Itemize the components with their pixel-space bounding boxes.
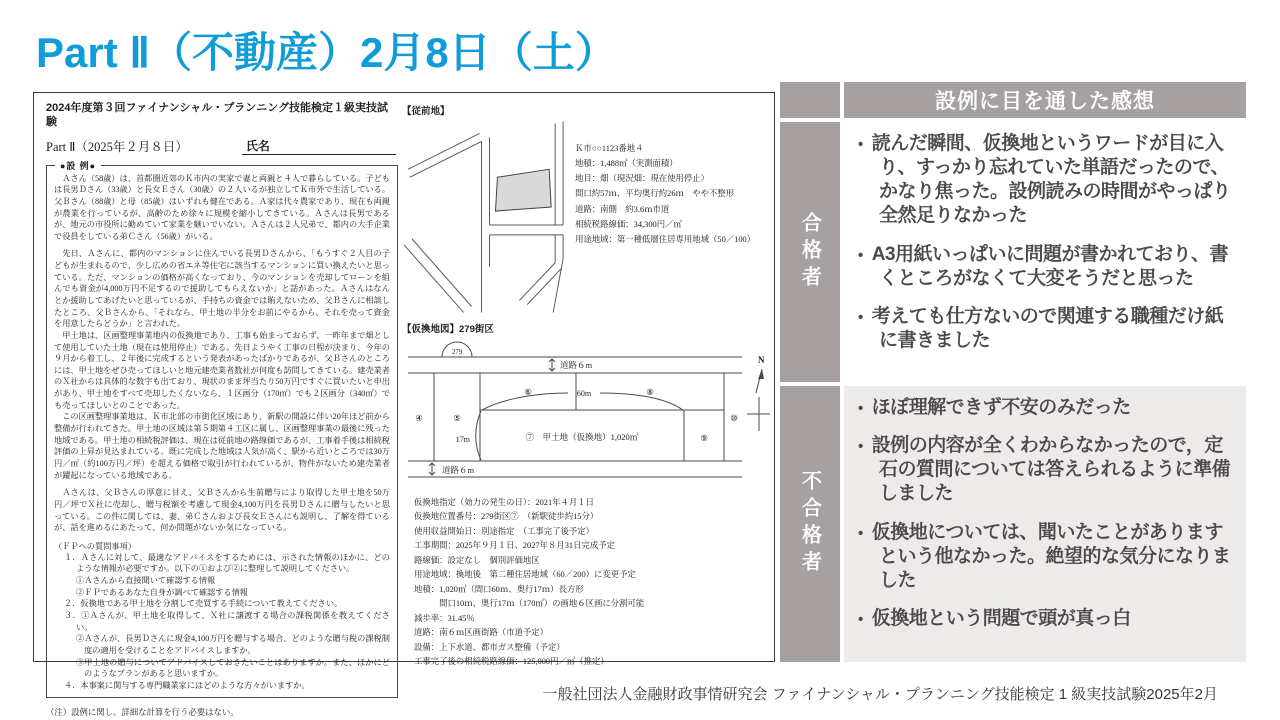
pass-group-content — [844, 122, 1246, 382]
panel-header: 設例に目を通した感想 — [844, 82, 1246, 118]
fp-question-sub: ②ＦＰであるあなた自身が調べて確認する情報 — [76, 587, 248, 597]
replot-details — [402, 496, 762, 669]
exam-note: （注）設例に関し、詳細な計算を行う必要はない。 — [46, 707, 239, 717]
before-land-map — [402, 117, 569, 317]
case-study-box — [46, 160, 398, 698]
case-paragraph: 先日、Ａさんに、都内のマンションに住んでいる長男Ｄさんから、「もうすぐ２人目の子どもが生まれるので、少し広めの省エネ等住宅に該当するマンションに買い換えたいと思っている。ただ、マンションの価格が高くなっており、今のマンションを売却してローンを組んでも資金が4,000万円不足するので援助してもらえないか」と話があった。Ａさんはなんとか援助してあげたいと思っているが、手持ちの資金では賄えないため、父Ｂさんに相談したところ、父Ｂさんから、「それなら、甲土地の半分をお前にやるから、それを売って資金を用意したらどうか」と言われた。 — [54, 249, 390, 329]
detail-line: 用途地域：換地後 第二種住居地域（60／200）に変更予定 — [414, 570, 636, 580]
svg-text:道路６m: 道路６m — [560, 360, 593, 370]
name-field: 氏名 — [242, 137, 396, 155]
fp-question: ２．仮換地である甲土地を分割して売買する手続について教えてください。 — [64, 599, 343, 609]
replot-map-diagram — [402, 335, 770, 487]
detail-line: 間口10ｍ、奥行17ｍ（170㎡）の画地６区画に分割可能 — [414, 599, 645, 609]
list-item: • 仮換地については、聞いたことがありますという他なかった。絶望的な気分になりました — [858, 521, 1238, 593]
detail-line: 間口約57ｍ、平均奥行約26ｍ やや不整形 — [575, 189, 735, 199]
detail-line: 減歩率：31.45％ — [414, 613, 475, 623]
svg-text:279: 279 — [451, 348, 463, 356]
fail-bullet-list — [844, 386, 1246, 651]
list-item: • 設例の内容が全くわからなかったので，定石の質問については答えられるように準備しました — [858, 434, 1238, 506]
fail-group-label-cell — [780, 386, 840, 662]
fp-question: １．Ａさんに対して、最適なアドバイスをするためには、示された情報のほかに、どのような情報が必要ですか。以下の①および②に整理して説明してください。 — [64, 552, 390, 574]
before-land-label: 【従前地】 — [402, 106, 450, 117]
svg-text:⑥: ⑥ — [524, 387, 532, 397]
before-land-details — [575, 141, 762, 317]
replot-map-label: 【仮換地図】279街区 — [402, 324, 494, 335]
exam-part-date: Part Ⅱ（2025年２月８日） — [46, 139, 188, 154]
detail-line: 道路：南６ｍ区画街路（市道予定） — [414, 628, 548, 638]
fp-question-sub: ②Ａさんが、長男Ｄさんに現金4,100万円を贈与する場合、どのような贈与税の課税制度の適用を受けることをアドバイスしますか。 — [76, 634, 390, 655]
fail-group-content — [844, 386, 1246, 662]
source-attribution: 一般社団法人金融財政事情研究会 ファイナンシャル・プランニング技能検定 1 級実技試験2025年2月 — [542, 686, 1218, 703]
detail-line: 相続税路線価：34,300円／㎡ — [575, 219, 682, 229]
case-paragraph: Ａさん（58歳）は、首都圏近郊のＫ市内の実家で妻と両親と４人で暮らしている。子どもは長男Ｄさん（33歳）と長女Ｅさん（30歳）の２人いるが独立してＫ市外で生活している。父Ｂさん（88歳）と母（85歳）はいずれも健在である。Ａ家は代々農家であり、現在も両親が農業を行っているが、高齢のため徐々に規模を縮小してきている。Ａさんは長男であるが、地元の市役所に勤めていて家業を継いでいない。Ａさんは２人兄弟で、都内の大手企業で役員をしている弟Ｃさん（56歳）がいる。 — [54, 173, 390, 241]
detail-line: 設備：上下水道、都市ガス整備（予定） — [414, 642, 565, 652]
detail-line: 道路：南側 約3.6ｍ市道 — [575, 204, 670, 214]
exam-title: 2024年度第３回ファイナンシャル・プランニング技能検定１級実技試験 — [46, 102, 388, 129]
detail-line: Ｋ市○○1123番地４ — [575, 144, 644, 153]
detail-line: 路線価：設定なし 個別評価地区 — [414, 555, 540, 565]
case-study-legend: ●設 例● — [55, 159, 101, 172]
detail-line: 地積：1,488㎡（実測面積） — [575, 159, 678, 169]
list-item: • 仮換地という問題で頭が真っ白 — [858, 607, 1238, 631]
detail-line: 工事完了後の相続税路線価：125,000円／㎡（推定） — [414, 656, 609, 666]
exam-document — [33, 92, 775, 717]
detail-line: 仮換地位置番号：279街区⑦ （新駅徒歩約15分） — [414, 512, 599, 522]
svg-text:⑧: ⑧ — [646, 387, 654, 397]
svg-text:60m: 60m — [576, 389, 592, 398]
feedback-panel — [780, 82, 1246, 662]
pass-group-label-cell — [780, 122, 840, 382]
list-item: • ほぼ理解できず不安のみだった — [858, 396, 1238, 420]
page-title: Part Ⅱ（不動産）2月8日（土） — [36, 29, 617, 76]
detail-line: 仮換地指定（効力の発生の日）：2021年４月１日 — [414, 498, 595, 507]
fp-question-sub: ①Ａさんから直接聞いて確認する情報 — [76, 576, 216, 586]
panel-corner-cell — [780, 82, 840, 118]
detail-line: 使用収益開始日：別途指定 （工事完了後予定） — [414, 526, 595, 536]
svg-text:⑤: ⑤ — [453, 413, 461, 423]
detail-line: 用途地域：第一種低層住居専用地域（50／100） — [575, 234, 756, 244]
before-land-row — [402, 117, 762, 317]
list-item: • 考えても仕方ないので関連する職種だけ紙に書きました — [858, 305, 1238, 353]
exam-subtitle-row — [46, 137, 398, 155]
fp-question-sub: ③甲土地の贈与についてアドバイスしておきたいことはありますか。また、ほかにどのようなプランがあると思いますか。 — [76, 657, 390, 679]
detail-line: 地積：1,020㎡（間口60ｍ、奥行17ｍ）長方形 — [414, 584, 584, 594]
svg-text:N: N — [758, 355, 765, 365]
list-item: • 読んだ瞬間、仮換地というワードが目に入り、すっかり忘れていた単語だったので、かなり焦った。設例読みの時間がやっぱり全然足りなかった — [858, 132, 1238, 229]
case-paragraph: Ａさんは、父Ｂさんの厚意に甘え、父Ｂさんから生前贈与により取得した甲土地を50万円／坪でＸ社に売却し、贈与税額を考慮して現金4,100万円を長男Ｄさんに贈与したいと思っている。この件に関しては、妻、弟Ｃさんおよび長女Ｅさんにも説明し、了解を得ているが、話を進めるにあたって、何か問題がないか気になっている。 — [54, 488, 390, 533]
detail-line: 工事期間：2025年９月１日、2027年８月31日完成予定 — [414, 541, 615, 551]
fail-group-label: 不合格者 — [798, 470, 821, 578]
pass-bullet-list — [844, 122, 1246, 373]
svg-text:道路６m: 道路６m — [442, 465, 475, 475]
svg-text:⑦ 甲土地（仮換地）1,020㎡: ⑦ 甲土地（仮換地）1,020㎡ — [525, 432, 639, 442]
svg-text:④: ④ — [415, 413, 423, 423]
fp-questions-title: （ＦＰへの質問事項） — [54, 541, 136, 551]
svg-text:17m: 17m — [455, 435, 470, 444]
svg-text:⑩: ⑩ — [730, 413, 738, 423]
fp-question: ４．本事案に関与する専門職業家にはどのような方々がいますか。 — [64, 680, 310, 690]
fp-question: ３．①Ａさんが、甲土地を取得して、Ｘ社に譲渡する場合の課税関係を教えてください。 — [64, 611, 390, 632]
detail-line: 地目：畑（現況畑：現在使用停止） — [575, 174, 710, 184]
case-paragraph: この区画整理事業地は、Ｋ市北部の市街化区域にあり、新駅の開設に伴い20年ほど前から整備が行われてきた。甲土地の区域は第５期第４工区に属し、区画整理事業の最後に残った地域である。甲土地の相続税評価は、現在は従前地の路線価であるが、工事着手後は相続税評価の上昇が見込まれている。既に完成した地域は人気が高く、駅から近いところでは30万円／㎡（約100万円／坪）を超える価格で取引が行われているが、物件がないため建売業者が躍起になっている地域である。 — [54, 412, 390, 480]
exam-text-column — [46, 101, 398, 718]
case-paragraph: 甲土地は、区画整理事業地内の仮換地であり、工事も始まっておらず、一昨年まで畑として使用していた土地（現在は使用停止）である。先日ようやく工事の日程が決まり、今年の９月から着工し、２年後に完成するという発表があったばかりであるが、父Ｂさんのところには、甲土地をぜひ売ってほしいと地元建売業者数社が何度も訪問してきている。建売業者のＸ社からは具体的な数字も出ており、現状のまま坪当たり50万円ですぐに買いたいと申出があり、甲土地をすべて売却したくないなら、１区画分（170㎡）でも２区画分（340㎡）でも売ってほしいとのことであった。 — [54, 330, 390, 410]
exam-figure-column — [402, 103, 765, 669]
pass-group-label: 合格者 — [798, 211, 821, 293]
svg-text:⑨: ⑨ — [700, 433, 708, 443]
list-item: • A3用紙いっぱいに問題が書かれており、書くところがなくて大変そうだと思った — [858, 243, 1238, 291]
